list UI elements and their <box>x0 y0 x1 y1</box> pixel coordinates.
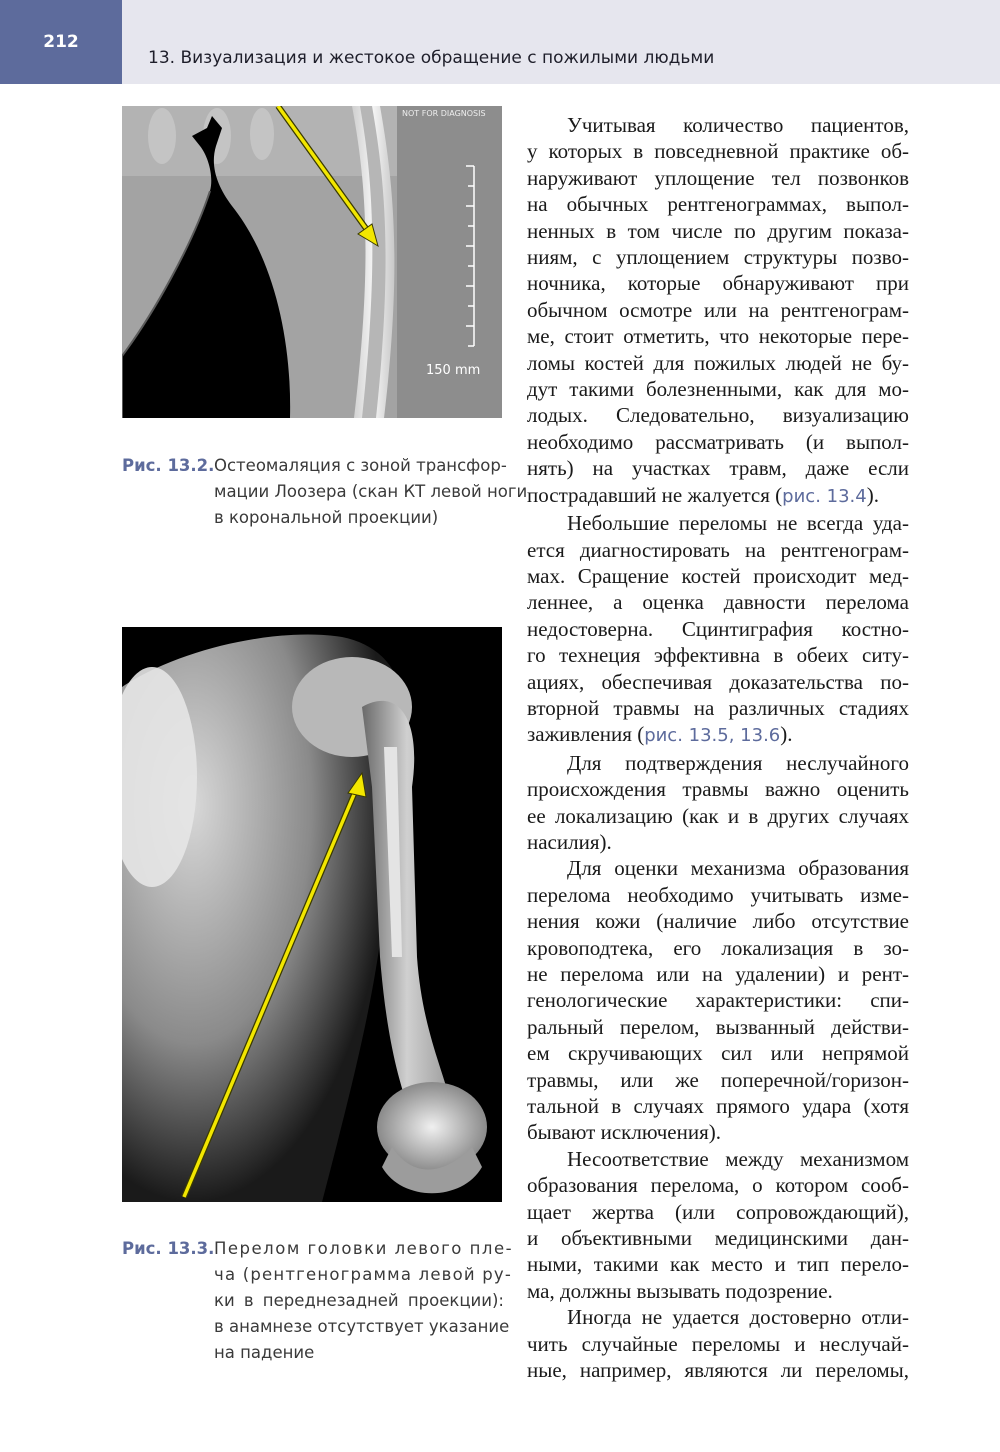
paragraph-line: ными, такими как место и тип перело- <box>527 1252 909 1277</box>
paragraph-line: происхождения травмы важно оценить <box>527 777 909 802</box>
paragraph-line: Учитывая количество пациентов, <box>567 113 909 137</box>
scale-label: 150 mm <box>426 363 481 378</box>
paragraph-line: мах. Сращение костей происходит мед- <box>527 563 909 588</box>
figure-ref-link[interactable]: рис. 13.5, 13.6 <box>644 725 781 747</box>
caption-label: Рис. 13.3. <box>122 1239 215 1258</box>
paragraph-line: образования перелома, о котором сооб- <box>527 1173 909 1198</box>
ct-scan-image <box>122 106 502 418</box>
paragraph-line: щает жертва (или сопровождающий), <box>527 1199 909 1224</box>
paragraph-line: тальной в случаях прямого удара (хотя <box>527 1094 909 1119</box>
caption-line: Остеомаляция с зоной трансфор- <box>214 456 507 475</box>
paragraph-text: ). <box>780 722 793 747</box>
paragraph-line: Иногда не удается достоверно отли- <box>567 1305 909 1330</box>
paragraph-line: насилия). <box>527 829 612 854</box>
paragraph-line: ные, например, являются ли переломы, <box>527 1358 909 1383</box>
caption-line: на падение <box>214 1343 315 1362</box>
paragraph-line: перелома необходимо учитывать изме- <box>527 882 909 907</box>
caption-line: мации Лоозера (скан КТ левой ноги <box>214 482 528 501</box>
paragraph-line: на обычных рентгенограммах, выпол- <box>527 192 909 217</box>
paragraph-line: ночника, которые обнаруживают при <box>527 271 909 296</box>
caption-line: Перелом головки левого пле- <box>214 1239 514 1258</box>
paragraph-line: необходимо рассматривать (и выпол- <box>527 429 909 454</box>
paragraph-line: вторной травмы на различных стадиях <box>527 695 909 720</box>
caption-line: ки в переднезадней проекции): <box>214 1291 504 1310</box>
paragraph-line <box>527 482 909 510</box>
chapter-title: 13. Визуализация и жестокое обращение с пожилыми людьми <box>148 48 715 68</box>
paragraph-line: у которых в повседневной практике об- <box>527 139 909 164</box>
paragraph-line: Для оценки механизма образования <box>567 856 909 881</box>
paragraph-line: травмы, или же поперечной/горизон- <box>527 1067 909 1092</box>
paragraph-line: наруживают уплощение тел позвонков <box>527 165 909 190</box>
paragraph-line: го технеция эффективна в обеих ситу- <box>527 643 909 668</box>
paragraph-line: ниям, с уплощением структуры позво- <box>527 245 909 270</box>
paragraph-line: генологические характеристики: спи- <box>527 988 909 1013</box>
paragraph-line: Небольшие переломы не всегда уда- <box>567 511 909 536</box>
paragraph-line: ненных в том числе по другим показа- <box>527 218 909 243</box>
figure-ref-link[interactable]: рис. 13.4 <box>782 485 867 507</box>
paragraph-line: недостоверна. Сцинтиграфия костно- <box>527 616 909 641</box>
page-number: 212 <box>0 0 122 84</box>
figure-caption-13-3 <box>122 1236 514 1366</box>
caption-line: в корональной проекции) <box>214 508 439 527</box>
paragraph-line: Для подтверждения неслучайного <box>567 750 909 775</box>
paragraph-line: не перелома или на удалении) и рент- <box>527 962 909 986</box>
figure-caption-13-2 <box>122 453 528 531</box>
paragraph-line: и объективными медицинскими дан- <box>527 1226 909 1251</box>
caption-line: в анамнезе отсутствует указание <box>214 1317 510 1336</box>
paragraph-line: лодых. Следовательно, визуализацию <box>527 403 909 428</box>
paragraph-line: ломы костей для пожилых людей не бу- <box>527 350 909 375</box>
paragraph-line: ма, должны вызывать подозрение. <box>527 1278 833 1303</box>
paragraph-line: Несоответствие между механизмом <box>567 1146 909 1171</box>
paragraph-text: заживления ( <box>527 722 645 747</box>
xray-image <box>122 627 502 1202</box>
caption-label: Рис. 13.2. <box>122 456 215 475</box>
paragraph-line: нять) на участках травм, даже если <box>527 456 909 481</box>
paragraph-line: обычном осмотре или на рентгенограм- <box>527 297 909 322</box>
paragraph-line: ется диагностировать на рентгенограм- <box>527 537 909 562</box>
paragraph-line: ациях, обеспечивая доказательства по- <box>527 669 909 694</box>
body-text <box>527 112 909 1384</box>
page-header <box>0 0 1000 84</box>
paragraph-line: дут такими болезненными, как для мо- <box>527 377 909 402</box>
caption-line: ча (рентгенограмма левой ру- <box>214 1265 513 1284</box>
paragraph-line: нения кожи (наличие либо отсутствие <box>527 909 909 934</box>
paragraph-line: кровоподтека, его локализация в зо- <box>527 935 909 960</box>
overlay-text: NOT FOR DIAGNOSIS <box>402 109 486 118</box>
paragraph-text: пострадавший не жалуется ( <box>527 482 783 507</box>
paragraph-line: ее локализацию (как и в других случаях <box>527 803 909 828</box>
paragraph-line: ме, стоит отметить, что некоторые пере- <box>527 324 909 349</box>
paragraph-line: ем скручивающих сил или непрямой <box>527 1041 909 1066</box>
paragraph-line: ральный перелом, вызванный действи- <box>527 1014 909 1039</box>
paragraph-line: леннее, а оценка давности перелома <box>527 590 909 615</box>
paragraph-line: бывают исключения). <box>527 1120 721 1145</box>
paragraph-line: чить случайные переломы и неслучай- <box>527 1331 909 1356</box>
paragraph-line <box>527 721 909 749</box>
paragraph-text: ). <box>866 482 879 507</box>
